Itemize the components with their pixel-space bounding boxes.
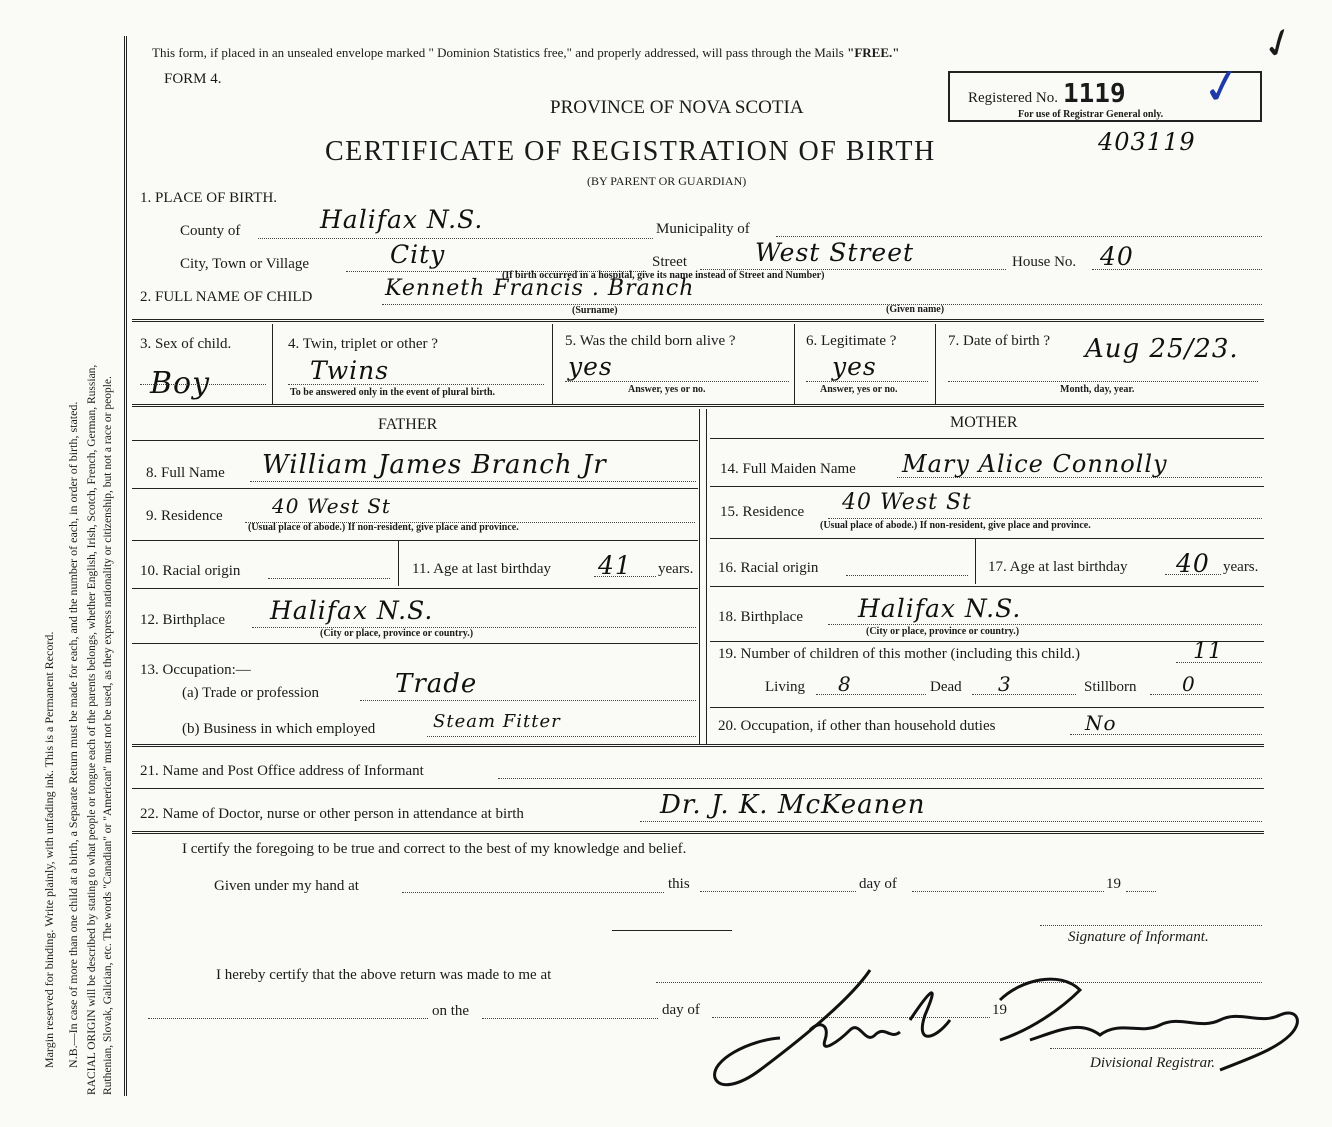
city-value: City [390, 240, 446, 269]
mother-years: years. [1223, 559, 1259, 575]
father-name-label: 8. Full Name [146, 465, 225, 481]
registered-number: 1119 [1063, 79, 1126, 109]
twin-label: 4. Twin, triplet or other ? [288, 336, 438, 352]
father-residence-label: 9. Residence [146, 508, 223, 524]
certify-text: I certify the foregoing to be true and correct to the best of my knowledge and belief. [182, 841, 687, 857]
place-label: 1. PLACE OF BIRTH. [140, 190, 278, 206]
surname-note: (Surname) [572, 305, 618, 316]
father-years: years. [658, 561, 694, 577]
street-value: West Street [755, 238, 915, 267]
house-label: House No. [1012, 254, 1077, 270]
father-business-value: Steam Fitter [433, 711, 561, 732]
hospital-note: (If birth occurred in a hospital, give its name instead of Street and Number) [502, 270, 825, 281]
twin-note: To be answered only in the event of plural birth. [290, 387, 496, 398]
informant-label: 21. Name and Post Office address of Informant [140, 763, 424, 779]
house-value: 40 [1100, 242, 1134, 271]
mother-occupation-label: 20. Occupation, if other than household duties [718, 718, 996, 734]
mother-racial-label: 16. Racial origin [718, 560, 819, 576]
municipality-label: Municipality of [656, 221, 750, 237]
blue-check: ✓ [1197, 57, 1247, 118]
mother-occupation-value: No [1085, 711, 1117, 735]
stillborn-label: Stillborn [1084, 679, 1137, 695]
child-name-label: 2. FULL NAME OF CHILD [140, 289, 313, 305]
living-label: Living [765, 679, 805, 695]
given-note: (Given name) [886, 304, 945, 315]
registered-label: Registered No. [968, 90, 1058, 106]
mother-residence-value: 40 West St [842, 490, 972, 515]
page-title: CERTIFICATE OF REGISTRATION OF BIRTH [325, 136, 936, 167]
dob-label: 7. Date of birth ? [948, 333, 1051, 349]
day-of-label: day of [859, 876, 897, 892]
living-value: 8 [838, 672, 852, 696]
mother-residence-note: (Usual place of abode.) If non-resident, give place and province. [820, 520, 1091, 531]
mother-name-value: Mary Alice Connolly [902, 450, 1168, 478]
legit-note: Answer, yes or no. [820, 384, 898, 395]
year-label: 19 [1106, 876, 1121, 892]
on-the-label: on the [432, 1003, 470, 1019]
registered-note: For use of Registrar General only. [1018, 109, 1164, 120]
mother-residence-label: 15. Residence [720, 504, 805, 520]
father-occupation-label: 13. Occupation:— [140, 662, 251, 678]
father-racial-label: 10. Racial origin [140, 563, 241, 579]
father-trade-value: Trade [395, 669, 478, 699]
given-label: Given under my hand at [214, 878, 359, 894]
father-age-value: 41 [598, 551, 632, 580]
alive-label: 5. Was the child born alive ? [565, 333, 736, 349]
street-label: Street [652, 254, 687, 270]
mother-birthplace-note: (City or place, province or country.) [866, 626, 1020, 637]
father-residence-value: 40 West St [272, 494, 391, 518]
informant-signature-label: Signature of Informant. [1068, 929, 1209, 945]
margin-note-1: Margin reserved for binding. Write plainly, with unfading ink. This is a Permanent Record. [42, 631, 56, 1068]
father-age-label: 11. Age at last birthday [412, 561, 551, 577]
this-label: this [668, 876, 690, 892]
mail-notice: This form, if placed in an unsealed envelope marked " Dominion Statistics free," and properly addressed, will pass through the Mails "FREE." [152, 45, 900, 60]
sex-label: 3. Sex of child. [140, 336, 232, 352]
dob-note: Month, day, year. [1060, 384, 1135, 395]
alive-note: Answer, yes or no. [628, 384, 706, 395]
doctor-value: Dr. J. K. McKeanen [660, 790, 926, 820]
father-trade-label: (a) Trade or profession [182, 685, 320, 701]
mother-name-label: 14. Full Maiden Name [720, 461, 856, 477]
mother-age-value: 40 [1176, 549, 1210, 578]
margin-note-3: RACIAL ORIGIN will be described by stating to what people or tongue each of the parents belongs, whether English, Irish, Scotch, French, German, Russian, [86, 364, 98, 1095]
father-business-label: (b) Business in which employed [182, 721, 376, 737]
registrar-signature [700, 960, 1320, 1100]
father-residence-note: (Usual place of abode.) If non-resident, give place and province. [248, 522, 519, 533]
year-label-2: 19 [992, 1002, 1007, 1018]
county-value: Halifax N.S. [320, 205, 484, 234]
province: PROVINCE OF NOVA SCOTIA [550, 97, 804, 118]
check-mark: ✓ [1255, 16, 1303, 71]
margin-rule [124, 36, 127, 1096]
day-of-label-2: day of [662, 1002, 700, 1018]
father-heading: FATHER [378, 416, 438, 433]
mother-children-label: 19. Number of children of this mother (including this child.) [718, 646, 1081, 662]
form-number: FORM 4. [164, 71, 222, 87]
registered-box [948, 57, 1262, 122]
county-label: County of [180, 223, 241, 239]
mother-age-label: 17. Age at last birthday [988, 559, 1128, 575]
father-birthplace-label: 12. Birthplace [140, 612, 225, 628]
alive-value: yes [568, 352, 613, 381]
twin-value: Twins [310, 356, 390, 385]
hereby-label: I hereby certify that the above return was made to me at [216, 967, 552, 983]
dead-value: 3 [998, 672, 1012, 696]
city-label: City, Town or Village [180, 256, 310, 272]
father-name-value: William James Branch Jr [262, 450, 607, 480]
child-name-value: Kenneth Francis . Branch [385, 276, 695, 301]
mother-birthplace-label: 18. Birthplace [718, 609, 803, 625]
father-birthplace-note: (City or place, province or country.) [320, 628, 474, 639]
father-birthplace-value: Halifax N.S. [270, 596, 434, 625]
legit-value: yes [832, 352, 877, 381]
dead-label: Dead [930, 679, 962, 695]
stillborn-value: 0 [1182, 672, 1196, 696]
mother-birthplace-value: Halifax N.S. [858, 594, 1022, 623]
legit-label: 6. Legitimate ? [806, 333, 897, 349]
dob-value: Aug 25/23. [1085, 334, 1239, 364]
mother-children-value: 11 [1193, 639, 1223, 664]
margin-note-2: N.B.—In case of more than one child at a birth, a Separate Return must be made for each, and the number of each, in order of birth, stated. [66, 401, 80, 1068]
sex-value: Boy [150, 366, 211, 401]
doctor-label: 22. Name of Doctor, nurse or other person in attendance at birth [140, 806, 524, 822]
margin-note-4: Ruthenian, Slovak, Galician, etc. The words "Canadian" or "American" must not be used, as they express nationality or citizenship, but not a race or people. [102, 376, 114, 1095]
registrar-label: Divisional Registrar. [1090, 1055, 1216, 1071]
file-number: 403119 [1098, 128, 1196, 156]
subtitle: (BY PARENT OR GUARDIAN) [587, 174, 747, 188]
mother-heading: MOTHER [950, 414, 1018, 431]
